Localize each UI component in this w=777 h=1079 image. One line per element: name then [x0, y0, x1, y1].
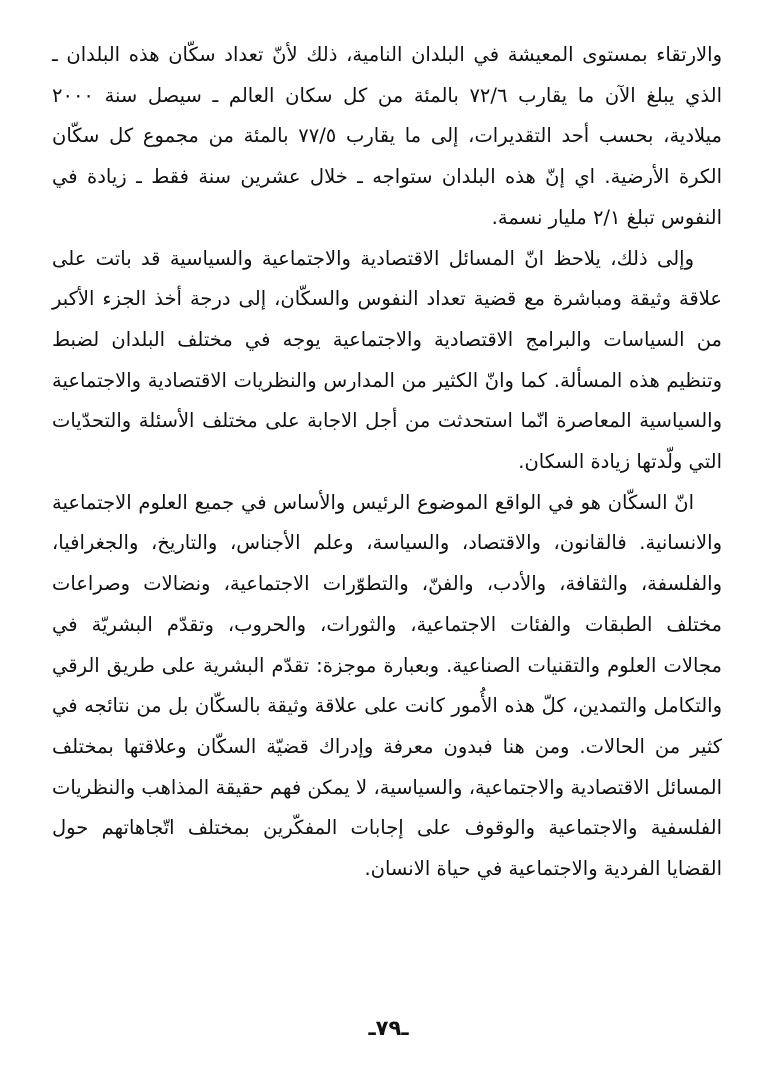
body-text — [52, 35, 722, 890]
paragraph-3: انّ السكّان هو في الواقع الموضوع الرئيس والأساس في جميع العلوم الاجتماعية والانسانية. فالقانون، والاقتصاد، والسياسة، وعلم الأجناس، والتاريخ، والجغرافيا، والفلسفة، والثقافة، والأدب، والفنّ، والتطوّرات الاجتماعية، ونضالات وصراعات مختلف الطبقات والفئات الاجتماعية، والثورات، والحروب، وتقدّم البشريّة في مجالات العلوم والتقنيات الصناعية. وبعبارة موجزة: تقدّم البشرية على طريق الرقي والتكامل والتمدين، كلّ هذه الأُمور كانت على علاقة وثيقة بالسكّان بل من نتائجه في كثير من الحالات. ومن هنا فبدون معرفة وإدراك قضيّة السكّان وعلاقتها بمختلف المسائل الاقتصادية والاجتماعية، والسياسية، لا يمكن فهم حقيقة المذاهب والنظريات الفلسفية والاجتماعية والوقوف على إجابات المفكّرين بمختلف اتّجاهاتهم حول القضايا الفردية والاجتماعية في حياة الانسان. — [52, 490, 722, 881]
page-number: ـ٧٩ـ — [368, 1016, 409, 1040]
paragraph-2: وإلى ذلك، يلاحظ انّ المسائل الاقتصادية والاجتماعية والسياسية قد باتت على علاقة وثيقة ومباشرة مع قضية تعداد النفوس والسكّان، إلى درجة أخذ الجزء الأكبر من السياسات والبرامج الاقتصادية والاجتماعية يوجه في مختلف البلدان لضبط وتنظيم هذه المسألة. كما وانّ الكثير من المدارس والنظريات الاقتصادية والاجتماعية والسياسية المعاصرة انّما استحدثت من أجل الاجابة على مختلف الأسئلة والتحدّيات التي ولّدتها زيادة السكان. — [52, 246, 722, 474]
paragraph-1: والارتقاء بمستوى المعيشة في البلدان النامية، ذلك لأنّ تعداد سكّان هذه البلدان ـ الذي يبلغ الآن ما يقارب ٧٢/٦ بالمئة من كل سكان العالم ـ سيصل سنة ٢٠٠٠ ميلادية، بحسب أحد التقديرات، إلى ما يقارب ٧٧/٥ بالمئة من مجموع كل سكّان الكرة الأرضية. اي إنّ هذه البلدان ستواجه ـ خلال عشرين سنة فقط ـ زيادة في النفوس تبلغ ٢/١ مليار نسمة. — [52, 43, 723, 229]
